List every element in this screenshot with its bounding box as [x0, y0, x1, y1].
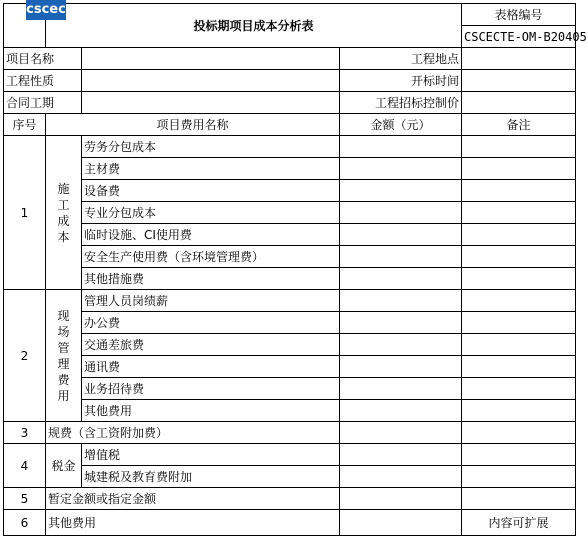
group-1-category: [46, 136, 82, 290]
amount-cell[interactable]: [340, 400, 462, 422]
project-name-value[interactable]: [82, 48, 340, 70]
group-2-category-text: 现场管理费用: [57, 308, 70, 403]
remark-cell[interactable]: [462, 312, 576, 334]
remark-cell[interactable]: [462, 422, 576, 444]
amount-cell[interactable]: [340, 334, 462, 356]
amount-cell[interactable]: [340, 356, 462, 378]
cost-item-name: 其他费用: [82, 400, 340, 422]
row-3-seq: 3: [4, 422, 46, 444]
remark-cell[interactable]: [462, 224, 576, 246]
remark-cell[interactable]: [462, 400, 576, 422]
remark-cell[interactable]: [462, 488, 576, 510]
cost-item-name: 其他措施费: [82, 268, 340, 290]
row-4-seq: 4: [4, 444, 46, 488]
cost-item-name: 安全生产使用费（含环境管理费）: [82, 246, 340, 268]
project-nature-value[interactable]: [82, 70, 340, 92]
cost-item-name: 业务招待费: [82, 378, 340, 400]
amount-cell[interactable]: [340, 290, 462, 312]
remark-cell[interactable]: [462, 202, 576, 224]
group-2-seq: 2: [4, 290, 46, 422]
logo-cell: [4, 2, 66, 48]
project-location-label: 工程地点: [340, 48, 462, 70]
column-header-seq: 序号: [4, 114, 46, 136]
amount-cell[interactable]: [340, 378, 462, 400]
cost-item-name: 主材费: [82, 158, 340, 180]
remark-cell[interactable]: [462, 356, 576, 378]
remark-cell[interactable]: [462, 158, 576, 180]
row-6-remark: 内容可扩展: [462, 510, 576, 536]
amount-cell[interactable]: [340, 202, 462, 224]
project-nature-label: 工程性质: [4, 70, 82, 92]
amount-cell[interactable]: [340, 246, 462, 268]
cost-analysis-table: [3, 2, 587, 536]
form-number: CSCECTE-OM-B20405: [462, 26, 576, 48]
bid-open-time-value[interactable]: [462, 70, 576, 92]
remark-cell[interactable]: [462, 246, 576, 268]
amount-cell[interactable]: [340, 488, 462, 510]
remark-cell[interactable]: [462, 466, 576, 488]
project-location-value[interactable]: [462, 48, 576, 70]
form-title: 投标期项目成本分析表: [46, 4, 462, 48]
remark-cell[interactable]: [462, 268, 576, 290]
row-6-seq: 6: [4, 510, 46, 536]
amount-cell[interactable]: [340, 312, 462, 334]
row-6-item: 其他费用: [46, 510, 340, 536]
row-5-item: 暂定金额或指定金额: [46, 488, 340, 510]
column-header-remark: 备注: [462, 114, 576, 136]
amount-cell[interactable]: [340, 224, 462, 246]
row-3-item: 规费（含工资附加费）: [46, 422, 340, 444]
amount-cell[interactable]: [340, 136, 462, 158]
cost-item-name: 城建税及教育费附加: [82, 466, 340, 488]
remark-cell[interactable]: [462, 334, 576, 356]
cost-item-name: 临时设施、CI使用费: [82, 224, 340, 246]
amount-cell[interactable]: [340, 180, 462, 202]
row-4-category: 税金: [46, 444, 82, 488]
cost-item-name: 设备费: [82, 180, 340, 202]
cost-item-name: 办公费: [82, 312, 340, 334]
group-2-category: [46, 290, 82, 422]
remark-cell[interactable]: [462, 180, 576, 202]
contract-period-label: 合同工期: [4, 92, 82, 114]
cost-item-name: 管理人员岗绩薪: [82, 290, 340, 312]
control-price-value[interactable]: [462, 92, 576, 114]
bid-open-time-label: 开标时间: [340, 70, 462, 92]
amount-cell[interactable]: [340, 510, 462, 536]
group-1-seq: 1: [4, 136, 46, 290]
cost-item-name: 通讯费: [82, 356, 340, 378]
cost-item-name: 增值税: [82, 444, 340, 466]
amount-cell[interactable]: [340, 268, 462, 290]
amount-cell[interactable]: [340, 466, 462, 488]
cost-item-name: 交通差旅费: [82, 334, 340, 356]
contract-period-value[interactable]: [82, 92, 340, 114]
control-price-label: 工程招标控制价: [340, 92, 462, 114]
cost-item-name: 专业分包成本: [82, 202, 340, 224]
row-5-seq: 5: [4, 488, 46, 510]
remark-cell[interactable]: [462, 136, 576, 158]
amount-cell[interactable]: [340, 444, 462, 466]
cost-item-name: 劳务分包成本: [82, 136, 340, 158]
project-name-label: 项目名称: [4, 48, 82, 70]
company-logo: cscec: [26, 0, 66, 20]
form-number-label: 表格编号: [462, 4, 576, 26]
amount-cell[interactable]: [340, 158, 462, 180]
remark-cell[interactable]: [462, 444, 576, 466]
column-header-amount: 金额（元）: [340, 114, 462, 136]
remark-cell[interactable]: [462, 290, 576, 312]
group-1-category-text: 施工成本: [57, 181, 70, 244]
column-header-item: 项目费用名称: [46, 114, 340, 136]
amount-cell[interactable]: [340, 422, 462, 444]
remark-cell[interactable]: [462, 378, 576, 400]
